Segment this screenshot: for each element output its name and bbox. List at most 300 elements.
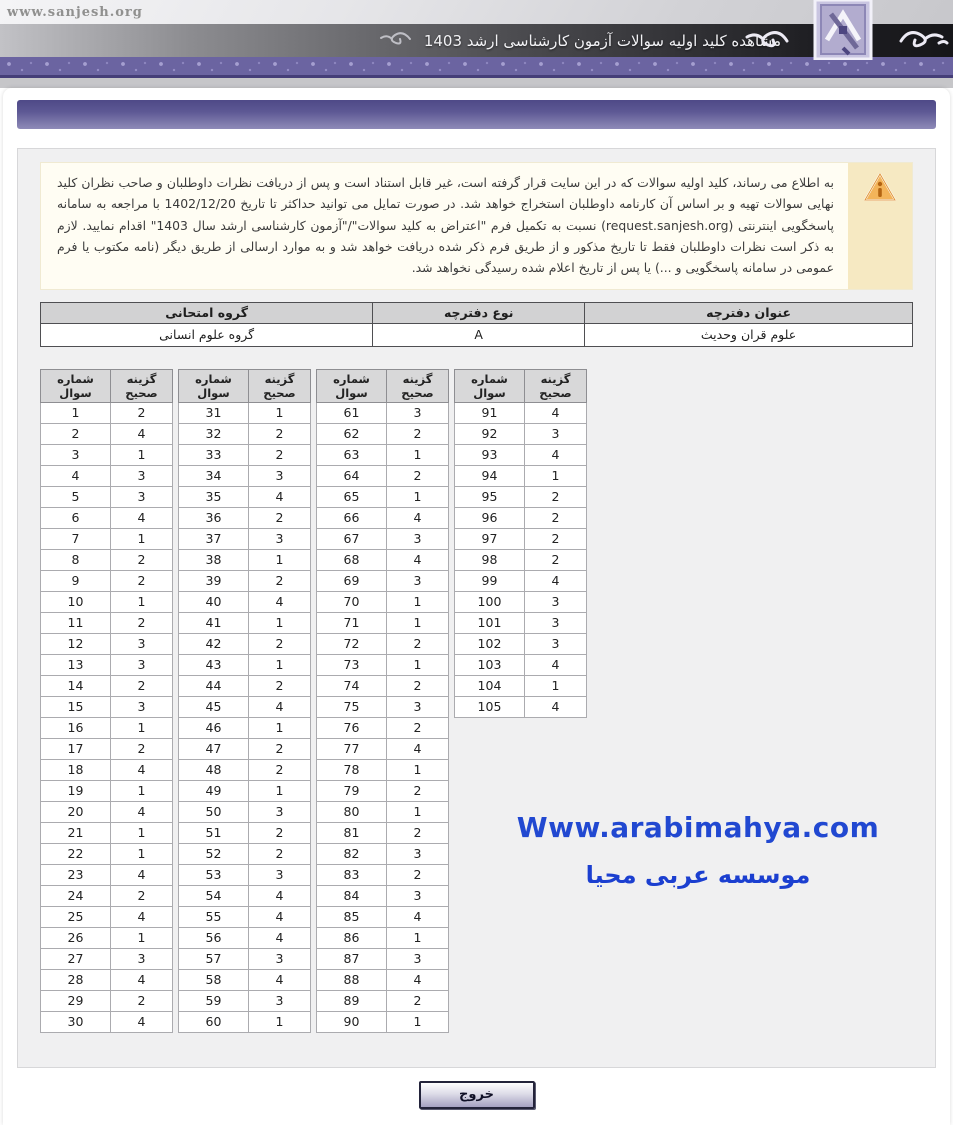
exam-group-value: گروه علوم انسانی: [41, 323, 373, 346]
answer-row: [179, 865, 311, 886]
correct-option-cell: 3: [386, 886, 448, 907]
question-number-header: شماره سوال: [179, 369, 249, 403]
correct-option-cell: 2: [386, 823, 448, 844]
question-number-header: شماره سوال: [455, 369, 525, 403]
question-number-cell: 35: [179, 487, 249, 508]
answer-row: [455, 466, 587, 487]
correct-option-cell: 1: [524, 466, 586, 487]
booklet-header-row: [41, 302, 913, 323]
correct-option-cell: 4: [248, 928, 310, 949]
correct-option-cell: 3: [524, 613, 586, 634]
correct-option-cell: 2: [524, 550, 586, 571]
question-number-cell: 20: [41, 802, 111, 823]
correct-option-cell: 1: [248, 613, 310, 634]
correct-option-cell: 3: [386, 403, 448, 424]
correct-option-cell: 1: [386, 445, 448, 466]
question-number-cell: 45: [179, 697, 249, 718]
question-number-cell: 39: [179, 571, 249, 592]
question-number-cell: 88: [317, 970, 387, 991]
answer-row: [41, 487, 173, 508]
answer-row: [455, 634, 587, 655]
answer-row: [41, 508, 173, 529]
answer-row: [455, 529, 587, 550]
question-number-cell: 31: [179, 403, 249, 424]
answer-row: [317, 928, 449, 949]
answer-row: [179, 487, 311, 508]
answer-row: [41, 550, 173, 571]
answer-row: [455, 676, 587, 697]
answer-row: [41, 445, 173, 466]
answer-row: [455, 403, 587, 424]
answer-row: [179, 676, 311, 697]
question-number-cell: 103: [455, 655, 525, 676]
question-number-cell: 72: [317, 634, 387, 655]
correct-option-cell: 2: [110, 676, 172, 697]
correct-option-cell: 1: [110, 928, 172, 949]
answer-row: [179, 844, 311, 865]
answer-row: [317, 424, 449, 445]
correct-option-cell: 3: [110, 487, 172, 508]
answer-row: [41, 571, 173, 592]
correct-option-cell: 2: [248, 571, 310, 592]
question-number-cell: 23: [41, 865, 111, 886]
correct-option-cell: 1: [248, 550, 310, 571]
correct-option-cell: 2: [386, 781, 448, 802]
answer-row: [41, 886, 173, 907]
correct-option-cell: 1: [386, 760, 448, 781]
question-number-cell: 46: [179, 718, 249, 739]
correct-option-cell: 4: [524, 445, 586, 466]
correct-option-cell: 2: [524, 508, 586, 529]
answer-row: [317, 529, 449, 550]
correct-option-cell: 4: [386, 550, 448, 571]
correct-option-cell: 2: [110, 403, 172, 424]
question-number-cell: 36: [179, 508, 249, 529]
correct-option-cell: 3: [524, 424, 586, 445]
correct-option-cell: 1: [248, 403, 310, 424]
answer-key-table: [178, 369, 311, 1034]
answer-row: [317, 907, 449, 928]
correct-option-cell: 2: [248, 676, 310, 697]
correct-option-cell: 3: [386, 571, 448, 592]
question-number-cell: 29: [41, 991, 111, 1012]
correct-option-cell: 1: [524, 676, 586, 697]
answer-row: [41, 613, 173, 634]
correct-option-cell: 2: [386, 718, 448, 739]
booklet-title-value: علوم قران وحدیث: [585, 323, 913, 346]
question-number-cell: 32: [179, 424, 249, 445]
question-number-cell: 105: [455, 697, 525, 718]
answer-row: [455, 550, 587, 571]
correct-option-cell: 4: [248, 886, 310, 907]
correct-option-cell: 2: [110, 739, 172, 760]
answer-row: [455, 508, 587, 529]
question-number-cell: 34: [179, 466, 249, 487]
footer: [17, 1068, 936, 1125]
question-number-cell: 77: [317, 739, 387, 760]
question-number-cell: 48: [179, 760, 249, 781]
ornament-scroll-left-icon: [745, 25, 789, 55]
question-number-cell: 1: [41, 403, 111, 424]
question-number-cell: 69: [317, 571, 387, 592]
answer-row: [317, 613, 449, 634]
question-number-cell: 85: [317, 907, 387, 928]
correct-option-cell: 3: [524, 634, 586, 655]
correct-option-header: گزینه صحیح: [386, 369, 448, 403]
answer-row: [179, 424, 311, 445]
correct-option-cell: 4: [110, 865, 172, 886]
answer-row: [317, 697, 449, 718]
answer-row: [41, 823, 173, 844]
question-number-cell: 64: [317, 466, 387, 487]
question-number-cell: 8: [41, 550, 111, 571]
question-number-cell: 53: [179, 865, 249, 886]
answer-row: [41, 781, 173, 802]
correct-option-cell: 4: [110, 1012, 172, 1033]
question-number-cell: 26: [41, 928, 111, 949]
question-number-cell: 102: [455, 634, 525, 655]
site-url: www.sanjesh.org: [7, 5, 143, 20]
correct-option-cell: 1: [110, 718, 172, 739]
answer-row: [179, 907, 311, 928]
question-number-header: شماره سوال: [317, 369, 387, 403]
question-number-cell: 7: [41, 529, 111, 550]
answer-row: [455, 487, 587, 508]
correct-option-cell: 1: [110, 781, 172, 802]
answer-row: [317, 634, 449, 655]
watermark-url: Www.arabimahya.com: [516, 810, 880, 844]
question-number-cell: 81: [317, 823, 387, 844]
answer-row: [41, 907, 173, 928]
correct-option-header: گزینه صحیح: [524, 369, 586, 403]
notice-icon-column: [848, 163, 912, 289]
answer-row: [317, 571, 449, 592]
question-number-cell: 22: [41, 844, 111, 865]
answer-row: [41, 403, 173, 424]
question-number-cell: 96: [455, 508, 525, 529]
answer-row: [179, 1012, 311, 1033]
question-number-cell: 28: [41, 970, 111, 991]
question-number-cell: 59: [179, 991, 249, 1012]
question-number-cell: 2: [41, 424, 111, 445]
correct-option-cell: 3: [110, 697, 172, 718]
answer-row: [317, 487, 449, 508]
question-number-cell: 18: [41, 760, 111, 781]
correct-option-cell: 4: [524, 655, 586, 676]
answer-row: [179, 592, 311, 613]
question-number-cell: 16: [41, 718, 111, 739]
answer-row: [179, 781, 311, 802]
correct-option-cell: 2: [386, 424, 448, 445]
answer-row: [41, 970, 173, 991]
question-number-cell: 3: [41, 445, 111, 466]
answer-key-table: [40, 369, 173, 1034]
ornament-scroll-right-icon: [899, 25, 949, 55]
answer-row: [317, 466, 449, 487]
correct-option-cell: 1: [248, 781, 310, 802]
answer-row: [179, 949, 311, 970]
answer-row: [41, 424, 173, 445]
answer-row: [41, 634, 173, 655]
exam-group-header: گروه امتحانی: [41, 302, 373, 323]
question-number-cell: 86: [317, 928, 387, 949]
correct-option-cell: 4: [248, 970, 310, 991]
correct-option-cell: 4: [524, 697, 586, 718]
answer-row: [317, 676, 449, 697]
watermark-institute-name: موسسه عربی محیا: [585, 860, 811, 889]
correct-option-cell: 4: [524, 403, 586, 424]
question-number-cell: 58: [179, 970, 249, 991]
question-number-cell: 87: [317, 949, 387, 970]
answer-row: [317, 445, 449, 466]
question-number-cell: 76: [317, 718, 387, 739]
correct-option-cell: 3: [110, 466, 172, 487]
correct-option-cell: 2: [248, 760, 310, 781]
booklet-value-row: [41, 323, 913, 346]
question-number-cell: 54: [179, 886, 249, 907]
divider-strip: [0, 78, 953, 88]
correct-option-cell: 3: [386, 697, 448, 718]
correct-option-cell: 1: [110, 529, 172, 550]
correct-option-cell: 1: [110, 844, 172, 865]
question-number-cell: 10: [41, 592, 111, 613]
question-number-cell: 38: [179, 550, 249, 571]
question-number-cell: 49: [179, 781, 249, 802]
correct-option-cell: 1: [248, 718, 310, 739]
answer-row: [179, 550, 311, 571]
answer-row: [179, 697, 311, 718]
question-number-cell: 97: [455, 529, 525, 550]
question-number-cell: 51: [179, 823, 249, 844]
answer-row: [179, 928, 311, 949]
answer-row: [317, 718, 449, 739]
question-number-cell: 61: [317, 403, 387, 424]
booklet-info-table: [40, 302, 913, 347]
answer-row: [317, 739, 449, 760]
correct-option-cell: 3: [524, 592, 586, 613]
warning-triangle-icon: [863, 172, 897, 208]
question-number-cell: 25: [41, 907, 111, 928]
question-number-cell: 27: [41, 949, 111, 970]
question-number-cell: 47: [179, 739, 249, 760]
question-number-cell: 60: [179, 1012, 249, 1033]
question-number-cell: 42: [179, 634, 249, 655]
answer-row: [179, 613, 311, 634]
answer-row: [455, 424, 587, 445]
correct-option-cell: 3: [386, 529, 448, 550]
question-number-cell: 82: [317, 844, 387, 865]
correct-option-cell: 2: [386, 991, 448, 1012]
correct-option-cell: 3: [248, 865, 310, 886]
answer-row: [455, 445, 587, 466]
correct-option-cell: 1: [110, 592, 172, 613]
question-number-cell: 33: [179, 445, 249, 466]
answer-row: [179, 466, 311, 487]
answer-row: [179, 655, 311, 676]
question-number-cell: 12: [41, 634, 111, 655]
content-panel: [17, 148, 936, 1068]
answer-row: [179, 802, 311, 823]
question-number-cell: 74: [317, 676, 387, 697]
page-title: مشاهده کلید اولیه سوالات آزمون کارشناسی ارشد 1403: [423, 31, 781, 50]
ornament-flourish-icon: [378, 30, 412, 52]
answer-row: [41, 949, 173, 970]
correct-option-cell: 2: [110, 991, 172, 1012]
answer-row: [317, 760, 449, 781]
answer-row: [41, 844, 173, 865]
question-number-cell: 100: [455, 592, 525, 613]
correct-option-cell: 3: [248, 991, 310, 1012]
answer-row: [179, 445, 311, 466]
correct-option-cell: 3: [110, 949, 172, 970]
correct-option-cell: 3: [248, 949, 310, 970]
correct-option-cell: 4: [248, 487, 310, 508]
question-number-cell: 24: [41, 886, 111, 907]
question-number-cell: 43: [179, 655, 249, 676]
correct-option-cell: 4: [248, 907, 310, 928]
correct-option-cell: 4: [386, 508, 448, 529]
question-number-cell: 17: [41, 739, 111, 760]
question-number-cell: 92: [455, 424, 525, 445]
question-number-cell: 57: [179, 949, 249, 970]
question-number-cell: 71: [317, 613, 387, 634]
correct-option-cell: 1: [110, 445, 172, 466]
correct-option-cell: 3: [248, 466, 310, 487]
question-number-cell: 68: [317, 550, 387, 571]
correct-option-cell: 2: [248, 445, 310, 466]
answer-row: [41, 865, 173, 886]
correct-option-cell: 1: [248, 655, 310, 676]
correct-option-cell: 2: [386, 466, 448, 487]
question-number-cell: 70: [317, 592, 387, 613]
question-number-cell: 101: [455, 613, 525, 634]
correct-option-cell: 2: [248, 739, 310, 760]
correct-option-cell: 1: [386, 487, 448, 508]
exit-button[interactable]: خروج: [419, 1081, 535, 1109]
answer-row: [317, 886, 449, 907]
question-number-cell: 55: [179, 907, 249, 928]
correct-option-cell: 4: [110, 970, 172, 991]
answer-row: [317, 1012, 449, 1033]
answer-row: [317, 802, 449, 823]
answer-row: [317, 403, 449, 424]
question-number-cell: 63: [317, 445, 387, 466]
correct-option-cell: 1: [386, 928, 448, 949]
correct-option-header: گزینه صحیح: [110, 369, 172, 403]
answer-row: [41, 991, 173, 1012]
question-number-cell: 37: [179, 529, 249, 550]
answer-tables-row: [40, 369, 913, 1034]
answer-row: [317, 781, 449, 802]
correct-option-cell: 3: [110, 634, 172, 655]
answer-row: [179, 529, 311, 550]
answer-row: [317, 991, 449, 1012]
correct-option-cell: 1: [110, 823, 172, 844]
answer-row: [41, 676, 173, 697]
correct-option-cell: 2: [110, 886, 172, 907]
question-number-cell: 13: [41, 655, 111, 676]
question-number-cell: 41: [179, 613, 249, 634]
question-number-cell: 83: [317, 865, 387, 886]
question-number-cell: 40: [179, 592, 249, 613]
answer-row: [179, 571, 311, 592]
answer-row: [179, 970, 311, 991]
question-number-cell: 73: [317, 655, 387, 676]
question-number-cell: 6: [41, 508, 111, 529]
correct-option-cell: 4: [110, 508, 172, 529]
question-number-cell: 30: [41, 1012, 111, 1033]
question-number-cell: 4: [41, 466, 111, 487]
answer-row: [455, 613, 587, 634]
correct-option-cell: 2: [386, 634, 448, 655]
booklet-title-header: عنوان دفترچه: [585, 302, 913, 323]
question-number-cell: 93: [455, 445, 525, 466]
sanjesh-logo: [791, 0, 895, 60]
ornamental-band: [0, 57, 953, 78]
answer-row: [41, 802, 173, 823]
answer-row: [317, 592, 449, 613]
question-number-cell: 90: [317, 1012, 387, 1033]
question-number-cell: 75: [317, 697, 387, 718]
correct-option-cell: 1: [386, 655, 448, 676]
answer-row: [455, 697, 587, 718]
answer-row: [41, 466, 173, 487]
question-number-cell: 56: [179, 928, 249, 949]
answer-row: [41, 739, 173, 760]
correct-option-cell: 4: [386, 970, 448, 991]
answer-row: [179, 508, 311, 529]
answer-row: [179, 634, 311, 655]
question-number-cell: 91: [455, 403, 525, 424]
answer-row: [179, 991, 311, 1012]
answer-row: [317, 655, 449, 676]
correct-option-cell: 2: [110, 550, 172, 571]
question-number-cell: 78: [317, 760, 387, 781]
question-number-cell: 99: [455, 571, 525, 592]
answer-row: [41, 592, 173, 613]
booklet-type-header: نوع دفترچه: [373, 302, 585, 323]
correct-option-cell: 4: [110, 907, 172, 928]
correct-option-cell: 2: [524, 487, 586, 508]
question-number-cell: 79: [317, 781, 387, 802]
booklet-type-value: A: [373, 323, 585, 346]
correct-option-cell: 2: [248, 508, 310, 529]
answer-row: [455, 592, 587, 613]
correct-option-cell: 2: [248, 634, 310, 655]
answer-row: [41, 760, 173, 781]
question-number-cell: 95: [455, 487, 525, 508]
correct-option-cell: 2: [110, 613, 172, 634]
correct-option-cell: 4: [110, 802, 172, 823]
question-number-cell: 44: [179, 676, 249, 697]
correct-option-cell: 4: [248, 697, 310, 718]
question-number-header: شماره سوال: [41, 369, 111, 403]
answer-row: [317, 865, 449, 886]
question-number-cell: 84: [317, 886, 387, 907]
answer-row: [179, 886, 311, 907]
correct-option-cell: 1: [386, 802, 448, 823]
main-container: [3, 88, 950, 1125]
answer-row: [41, 1012, 173, 1033]
correct-option-cell: 2: [386, 865, 448, 886]
question-number-cell: 21: [41, 823, 111, 844]
answer-key-section: [40, 369, 913, 1045]
answer-row: [179, 760, 311, 781]
answer-row: [41, 529, 173, 550]
answer-row: [41, 697, 173, 718]
correct-option-cell: 2: [248, 823, 310, 844]
correct-option-cell: 4: [248, 592, 310, 613]
